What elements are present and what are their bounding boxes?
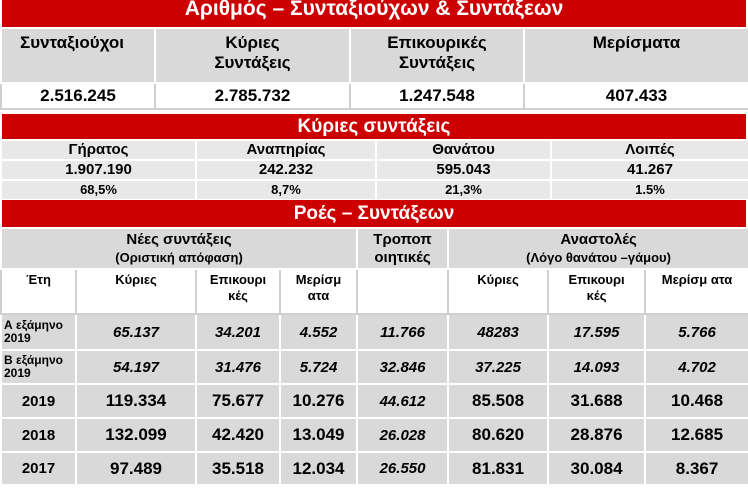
flow-cell: 75.677 — [196, 384, 280, 418]
flow-cell: 81.831 — [448, 452, 548, 485]
section1-title — [0, 0, 748, 27]
section2-title — [0, 114, 748, 139]
flow-cell: 30.084 — [548, 452, 645, 485]
flow-cell: 10.276 — [280, 384, 357, 418]
group-new-title: Νέες συντάξεις — [126, 231, 232, 248]
flow-cell: 31.476 — [196, 350, 280, 384]
flow-row — [1, 350, 748, 384]
section3-title-text: Ροές – Συντάξεων — [293, 203, 455, 224]
group-susp-subtitle: (Λόγο θανάτου –γάμου) — [526, 250, 671, 265]
flow-cell: 65.137 — [76, 314, 196, 350]
flow-row-label: Α εξάμηνο 2019 — [1, 314, 76, 350]
header-dividends: Μερίσματα — [524, 28, 748, 83]
flow-cell: 54.197 — [76, 350, 196, 384]
flow-cell: 132.099 — [76, 418, 196, 452]
value-main-pensions: 2.785.732 — [155, 83, 350, 109]
flow-cell: 12.685 — [645, 418, 748, 452]
flow-cell: 4.702 — [645, 350, 748, 384]
pct-other: 1.5% — [551, 180, 748, 200]
flow-row — [1, 384, 748, 418]
pct-death: 21,3% — [376, 180, 551, 200]
colhead-susp-main: Κύριες — [448, 269, 548, 314]
flow-cell: 12.034 — [280, 452, 357, 485]
flow-row-label: Β εξάμηνο 2019 — [1, 350, 76, 384]
group-suspensions — [448, 228, 748, 269]
flow-row-label: 2018 — [1, 418, 76, 452]
flow-cell: 5.766 — [645, 314, 748, 350]
colhead-new-main: Κύριες — [76, 269, 196, 314]
value-supplementary-pensions: 1.247.548 — [350, 83, 524, 109]
label-other: Λοιπές — [551, 140, 748, 160]
group-susp-title: Αναστολές — [560, 231, 637, 248]
flow-row-label: 2017 — [1, 452, 76, 485]
group-modifications: Τροποπ οιητικές — [357, 228, 448, 269]
flow-cell: 4.552 — [280, 314, 357, 350]
section3-table — [0, 227, 748, 486]
flow-cell: 8.367 — [645, 452, 748, 485]
flow-cell: 42.420 — [196, 418, 280, 452]
label-old-age: Γήρατος — [1, 140, 196, 160]
label-disability: Αναπηρίας — [196, 140, 376, 160]
colhead-new-supp: Επικουρι κές — [196, 269, 280, 314]
flow-cell: 26.028 — [357, 418, 448, 452]
flow-cell: 5.724 — [280, 350, 357, 384]
header-supplementary-pensions: Επικουρικές Συντάξεις — [350, 28, 524, 83]
flow-cell: 97.489 — [76, 452, 196, 485]
flow-cell: 48283 — [448, 314, 548, 350]
value-death: 595.043 — [376, 160, 551, 180]
colhead-new-div: Μερίσμ ατα — [280, 269, 357, 314]
colhead-susp-div: Μερίσμ ατα — [645, 269, 748, 314]
pct-disability: 8,7% — [196, 180, 376, 200]
flow-rows — [1, 314, 748, 485]
value-pensioners: 2.516.245 — [1, 83, 155, 109]
group-new-pensions — [1, 228, 357, 269]
flow-cell: 37.225 — [448, 350, 548, 384]
flow-cell: 26.550 — [357, 452, 448, 485]
section1-table — [0, 27, 748, 110]
flow-cell: 13.049 — [280, 418, 357, 452]
section3-title — [0, 200, 748, 227]
value-other: 41.267 — [551, 160, 748, 180]
value-old-age: 1.907.190 — [1, 160, 196, 180]
header-main-pensions: Κύριες Συντάξεις — [155, 28, 350, 83]
flow-row-label: 2019 — [1, 384, 76, 418]
section1-title-text: Αριθμός – Συνταξιούχων & Συντάξεων — [184, 0, 564, 20]
flow-cell: 14.093 — [548, 350, 645, 384]
flow-cell: 35.518 — [196, 452, 280, 485]
flow-row — [1, 452, 748, 485]
flow-cell: 17.595 — [548, 314, 645, 350]
label-death: Θανάτου — [376, 140, 551, 160]
section2-title-text: Κύριες συντάξεις — [297, 116, 451, 137]
value-dividends: 407.433 — [524, 83, 748, 109]
flow-cell: 80.620 — [448, 418, 548, 452]
flow-row — [1, 314, 748, 350]
flow-cell: 44.612 — [357, 384, 448, 418]
section2-table — [0, 139, 748, 201]
colhead-mod — [357, 269, 448, 314]
flow-cell: 10.468 — [645, 384, 748, 418]
flow-cell: 31.688 — [548, 384, 645, 418]
flow-cell: 28.876 — [548, 418, 645, 452]
pct-old-age: 68,5% — [1, 180, 196, 200]
flow-cell: 32.846 — [357, 350, 448, 384]
flow-cell: 119.334 — [76, 384, 196, 418]
header-pensioners: Συνταξιούχοι — [1, 28, 155, 83]
group-new-subtitle: (Οριστική απόφαση) — [115, 250, 243, 265]
flow-cell: 34.201 — [196, 314, 280, 350]
flow-row — [1, 418, 748, 452]
flow-cell: 85.508 — [448, 384, 548, 418]
colhead-susp-supp: Επικουρι κές — [548, 269, 645, 314]
value-disability: 242.232 — [196, 160, 376, 180]
flow-cell: 11.766 — [357, 314, 448, 350]
colhead-years: Έτη — [1, 269, 76, 314]
